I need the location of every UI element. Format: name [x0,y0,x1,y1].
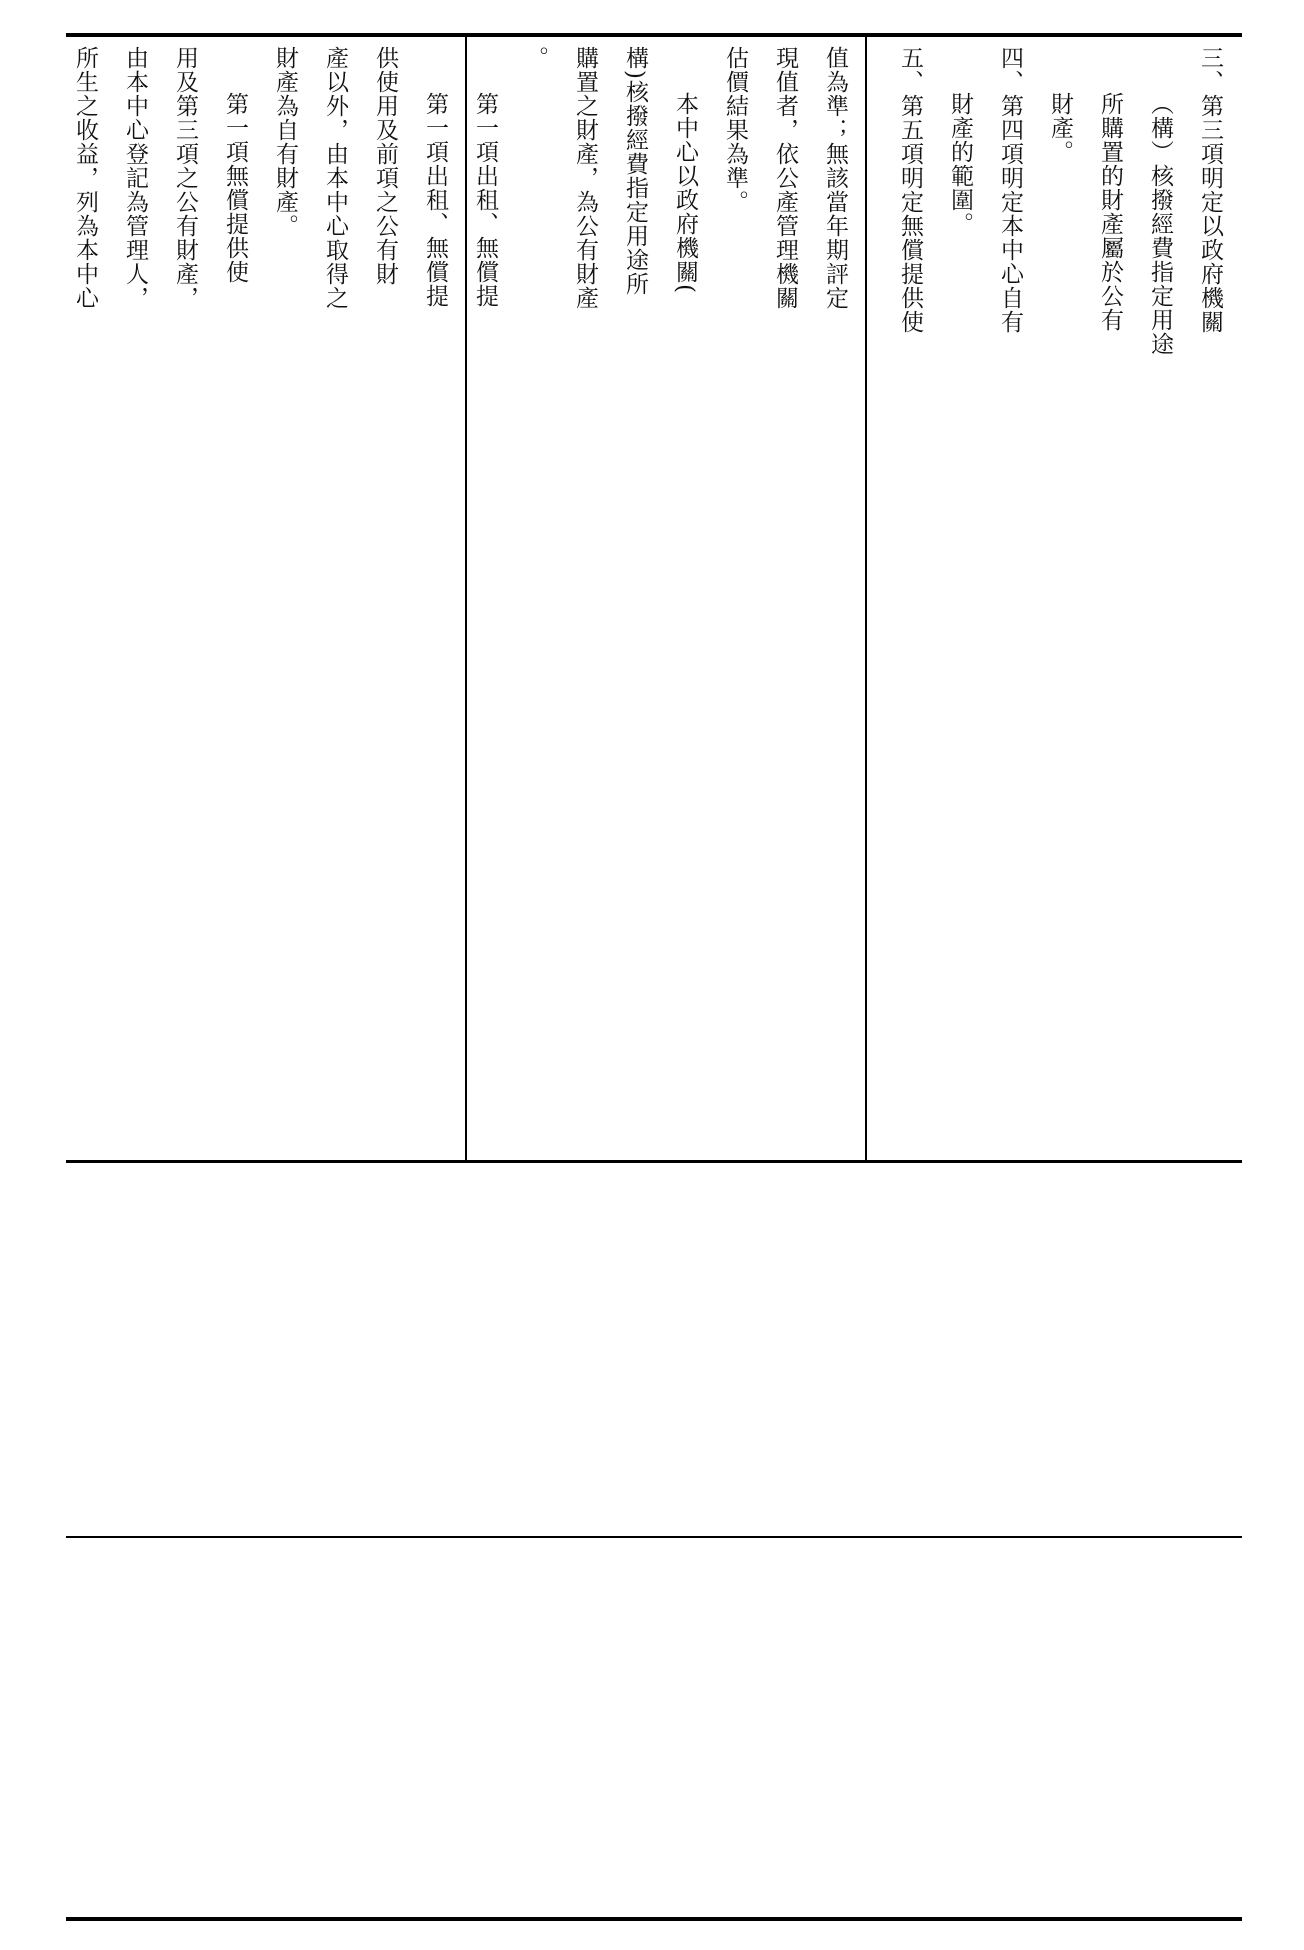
text-line: 供使用及前項之公有財 [372,46,398,286]
column-divider-left [465,36,467,1162]
explanation-line: 三、第三項明定以政府機關 [1197,46,1223,334]
text-line: 產以外，由本中心取得之 [322,46,348,310]
text-line: 。 [522,46,548,70]
text-line: 購置之財產，為公有財產 [572,46,598,310]
text-line: 用及第三項之公有財產， [172,46,198,310]
column-middle-text [472,46,860,1154]
explanation-line [875,46,885,1154]
section-divider-rule [66,1160,1242,1163]
text-line: 所生之收益，列為本中心 [72,46,98,310]
text-line: 財產為自有財產。 [272,46,298,238]
explanation-line: 所購置的財產屬於公有 [1097,92,1123,332]
bottom-rule [66,1917,1242,1921]
explanation-line: 財產。 [1047,92,1073,164]
column-divider-right [865,36,867,1162]
explanation-line: 五、第五項明定無償提供使 [897,46,923,334]
text-line: 第一項無償提供使 [222,92,248,284]
text-line: 本中心以政府機關( [672,92,698,294]
explanation-line: 財產的範圍。 [947,92,973,236]
column-left-text [72,46,460,1154]
text-line: 由本中心登記為管理人， [122,46,148,310]
column-right-explanations [875,46,1235,1154]
top-rule [66,33,1242,37]
lower-section-rule [66,1536,1242,1538]
text-line: 估價結果為準。 [722,46,748,214]
text-line: 第一項出租、無償提 [422,92,448,308]
text-line: 構)核撥經費指定用途所 [622,46,648,296]
explanation-line: （構）核撥經費指定用途 [1147,92,1173,356]
explanation-line: 四、第四項明定本中心自有 [997,46,1023,334]
text-line: 第一項出租、無償提 [472,92,498,308]
text-line: 現值者，依公產管理機關 [772,46,798,310]
text-line: 值為準；無該當年期評定 [822,46,848,310]
